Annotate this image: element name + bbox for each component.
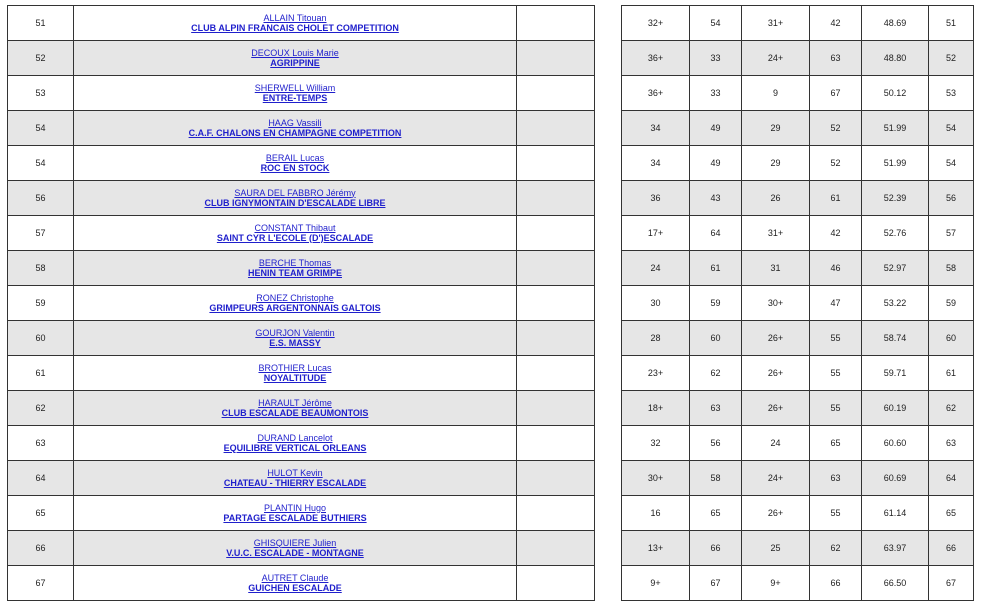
score-cell: 60.69 bbox=[862, 461, 929, 496]
route-1-rank-cell: 33 bbox=[690, 41, 742, 76]
club-name-link[interactable]: NOYALTITUDE bbox=[263, 372, 327, 383]
route-2-rank-cell: 42 bbox=[810, 216, 862, 251]
final-rank-cell: 62 bbox=[929, 391, 974, 426]
empty-cell bbox=[517, 286, 595, 321]
route-1-result-cell: 18+ bbox=[622, 391, 690, 426]
athlete-name-link[interactable]: GHISQUIERE Julien bbox=[253, 537, 337, 548]
table-row bbox=[8, 216, 595, 251]
athlete-name-link[interactable]: SHERWELL William bbox=[254, 82, 336, 93]
final-rank-cell: 59 bbox=[929, 286, 974, 321]
rank-cell: 65 bbox=[8, 496, 74, 531]
route-2-result-cell: 29 bbox=[742, 111, 810, 146]
table-row bbox=[622, 76, 974, 111]
rank-cell: 54 bbox=[8, 111, 74, 146]
athlete-name-link[interactable]: DURAND Lancelot bbox=[257, 432, 333, 443]
route-1-rank-cell: 64 bbox=[690, 216, 742, 251]
athlete-cell bbox=[74, 181, 517, 216]
athlete-cell bbox=[74, 6, 517, 41]
route-2-rank-cell: 66 bbox=[810, 566, 862, 601]
athlete-name-link[interactable]: BERAIL Lucas bbox=[265, 152, 325, 163]
final-rank-cell: 67 bbox=[929, 566, 974, 601]
table-row bbox=[8, 531, 595, 566]
score-cell: 48.69 bbox=[862, 6, 929, 41]
empty-cell bbox=[517, 321, 595, 356]
route-1-result-cell: 9+ bbox=[622, 566, 690, 601]
empty-cell bbox=[517, 216, 595, 251]
route-1-rank-cell: 49 bbox=[690, 111, 742, 146]
final-rank-cell: 65 bbox=[929, 496, 974, 531]
athlete-name-link[interactable]: RONEZ Christophe bbox=[256, 292, 334, 303]
club-name-link[interactable]: ENTRE-TEMPS bbox=[262, 92, 328, 103]
empty-cell bbox=[517, 146, 595, 181]
table-row bbox=[8, 181, 595, 216]
route-2-rank-cell: 67 bbox=[810, 76, 862, 111]
route-1-rank-cell: 62 bbox=[690, 356, 742, 391]
table-row bbox=[622, 496, 974, 531]
results-table-scores-body bbox=[622, 6, 974, 601]
rank-cell: 52 bbox=[8, 41, 74, 76]
route-1-result-cell: 32+ bbox=[622, 6, 690, 41]
table-row bbox=[622, 531, 974, 566]
athlete-name-link[interactable]: PLANTIN Hugo bbox=[263, 502, 327, 513]
route-2-result-cell: 31 bbox=[742, 251, 810, 286]
final-rank-cell: 58 bbox=[929, 251, 974, 286]
club-name-link[interactable]: E.S. MASSY bbox=[269, 337, 321, 348]
rank-cell: 61 bbox=[8, 356, 74, 391]
rank-cell: 58 bbox=[8, 251, 74, 286]
route-2-result-cell: 9+ bbox=[742, 566, 810, 601]
table-row bbox=[8, 251, 595, 286]
athlete-cell bbox=[74, 391, 517, 426]
athlete-name-link[interactable]: HAAG Vassili bbox=[268, 117, 322, 128]
club-name-link[interactable]: SAINT CYR L'ECOLE (D')ESCALADE bbox=[216, 232, 374, 243]
table-row bbox=[622, 41, 974, 76]
route-2-rank-cell: 61 bbox=[810, 181, 862, 216]
route-2-rank-cell: 52 bbox=[810, 146, 862, 181]
athlete-name-link[interactable]: HARAULT Jérôme bbox=[258, 397, 332, 408]
route-1-result-cell: 24 bbox=[622, 251, 690, 286]
athlete-name-link[interactable]: BERCHE Thomas bbox=[258, 257, 332, 268]
route-1-result-cell: 30 bbox=[622, 286, 690, 321]
athlete-cell bbox=[74, 321, 517, 356]
route-2-result-cell: 25 bbox=[742, 531, 810, 566]
table-row bbox=[8, 146, 595, 181]
empty-cell bbox=[517, 76, 595, 111]
route-2-rank-cell: 63 bbox=[810, 41, 862, 76]
route-1-result-cell: 30+ bbox=[622, 461, 690, 496]
route-2-result-cell: 24+ bbox=[742, 461, 810, 496]
route-2-result-cell: 30+ bbox=[742, 286, 810, 321]
table-row bbox=[622, 461, 974, 496]
table-row bbox=[8, 111, 595, 146]
table-row bbox=[8, 426, 595, 461]
final-rank-cell: 64 bbox=[929, 461, 974, 496]
route-1-result-cell: 16 bbox=[622, 496, 690, 531]
athlete-cell bbox=[74, 251, 517, 286]
club-name-link[interactable]: CHATEAU - THIERRY ESCALADE bbox=[223, 477, 367, 488]
route-2-rank-cell: 55 bbox=[810, 321, 862, 356]
empty-cell bbox=[517, 181, 595, 216]
route-2-rank-cell: 63 bbox=[810, 461, 862, 496]
route-1-result-cell: 34 bbox=[622, 111, 690, 146]
rank-cell: 54 bbox=[8, 146, 74, 181]
route-2-rank-cell: 42 bbox=[810, 6, 862, 41]
score-cell: 58.74 bbox=[862, 321, 929, 356]
rank-cell: 63 bbox=[8, 426, 74, 461]
athlete-cell bbox=[74, 356, 517, 391]
score-cell: 52.97 bbox=[862, 251, 929, 286]
final-rank-cell: 60 bbox=[929, 321, 974, 356]
final-rank-cell: 56 bbox=[929, 181, 974, 216]
club-name-link[interactable]: PARTAGE ESCALADE BUTHIERS bbox=[223, 512, 367, 523]
athlete-name-link[interactable]: HULOT Kevin bbox=[267, 467, 323, 478]
score-cell: 48.80 bbox=[862, 41, 929, 76]
score-cell: 63.97 bbox=[862, 531, 929, 566]
table-row bbox=[8, 566, 595, 601]
route-2-result-cell: 31+ bbox=[742, 6, 810, 41]
table-row bbox=[8, 286, 595, 321]
route-2-result-cell: 26+ bbox=[742, 496, 810, 531]
club-name-link[interactable]: EQUILIBRE VERTICAL ORLEANS bbox=[223, 442, 367, 453]
route-1-result-cell: 23+ bbox=[622, 356, 690, 391]
final-rank-cell: 51 bbox=[929, 6, 974, 41]
club-name-link[interactable]: HENIN TEAM GRIMPE bbox=[247, 267, 342, 278]
route-1-rank-cell: 65 bbox=[690, 496, 742, 531]
score-cell: 66.50 bbox=[862, 566, 929, 601]
table-row bbox=[8, 41, 595, 76]
route-2-rank-cell: 55 bbox=[810, 356, 862, 391]
rank-cell: 66 bbox=[8, 531, 74, 566]
table-row bbox=[8, 461, 595, 496]
table-row bbox=[8, 496, 595, 531]
table-row bbox=[622, 6, 974, 41]
final-rank-cell: 63 bbox=[929, 426, 974, 461]
final-rank-cell: 57 bbox=[929, 216, 974, 251]
table-row bbox=[622, 391, 974, 426]
route-2-rank-cell: 62 bbox=[810, 531, 862, 566]
empty-cell bbox=[517, 41, 595, 76]
score-cell: 52.76 bbox=[862, 216, 929, 251]
athlete-name-link[interactable]: SAURA DEL FABBRO Jérémy bbox=[234, 187, 356, 198]
empty-cell bbox=[517, 356, 595, 391]
empty-cell bbox=[517, 531, 595, 566]
route-1-rank-cell: 59 bbox=[690, 286, 742, 321]
table-row bbox=[622, 181, 974, 216]
table-row bbox=[622, 321, 974, 356]
route-1-result-cell: 36+ bbox=[622, 41, 690, 76]
club-name-link[interactable]: C.A.F. CHALONS EN CHAMPAGNE COMPETITION bbox=[188, 127, 402, 138]
table-row bbox=[8, 321, 595, 356]
empty-cell bbox=[517, 426, 595, 461]
route-2-result-cell: 31+ bbox=[742, 216, 810, 251]
empty-cell bbox=[517, 251, 595, 286]
athlete-cell bbox=[74, 146, 517, 181]
rank-cell: 57 bbox=[8, 216, 74, 251]
route-1-result-cell: 36 bbox=[622, 181, 690, 216]
athlete-cell bbox=[74, 531, 517, 566]
club-name-link[interactable]: GUICHEN ESCALADE bbox=[248, 582, 342, 593]
rank-cell: 67 bbox=[8, 566, 74, 601]
table-row bbox=[622, 146, 974, 181]
empty-cell bbox=[517, 461, 595, 496]
route-2-rank-cell: 52 bbox=[810, 111, 862, 146]
route-1-rank-cell: 66 bbox=[690, 531, 742, 566]
athlete-cell bbox=[74, 41, 517, 76]
route-1-rank-cell: 58 bbox=[690, 461, 742, 496]
table-row bbox=[622, 111, 974, 146]
club-name-link[interactable]: V.U.C. ESCALADE - MONTAGNE bbox=[226, 547, 364, 558]
athlete-name-link[interactable]: DECOUX Louis Marie bbox=[251, 47, 339, 58]
athlete-cell bbox=[74, 496, 517, 531]
rank-cell: 62 bbox=[8, 391, 74, 426]
table-row bbox=[622, 286, 974, 321]
table-row bbox=[8, 6, 595, 41]
club-name-link[interactable]: ROC EN STOCK bbox=[260, 162, 330, 173]
route-1-rank-cell: 60 bbox=[690, 321, 742, 356]
rank-cell: 60 bbox=[8, 321, 74, 356]
rank-cell: 59 bbox=[8, 286, 74, 321]
rank-cell: 56 bbox=[8, 181, 74, 216]
route-2-result-cell: 24 bbox=[742, 426, 810, 461]
route-2-result-cell: 29 bbox=[742, 146, 810, 181]
athlete-cell bbox=[74, 216, 517, 251]
results-table-athletes bbox=[7, 5, 595, 601]
results-table-athletes-body bbox=[8, 6, 595, 601]
score-cell: 52.39 bbox=[862, 181, 929, 216]
route-2-result-cell: 26+ bbox=[742, 356, 810, 391]
route-2-rank-cell: 55 bbox=[810, 391, 862, 426]
route-2-result-cell: 26 bbox=[742, 181, 810, 216]
route-2-result-cell: 9 bbox=[742, 76, 810, 111]
final-rank-cell: 54 bbox=[929, 146, 974, 181]
score-cell: 60.60 bbox=[862, 426, 929, 461]
route-1-rank-cell: 63 bbox=[690, 391, 742, 426]
athlete-name-link[interactable]: ALLAIN Titouan bbox=[263, 12, 327, 23]
athlete-cell bbox=[74, 566, 517, 601]
route-1-rank-cell: 56 bbox=[690, 426, 742, 461]
empty-cell bbox=[517, 566, 595, 601]
score-cell: 59.71 bbox=[862, 356, 929, 391]
route-2-result-cell: 26+ bbox=[742, 321, 810, 356]
final-rank-cell: 52 bbox=[929, 41, 974, 76]
score-cell: 53.22 bbox=[862, 286, 929, 321]
final-rank-cell: 61 bbox=[929, 356, 974, 391]
route-1-result-cell: 28 bbox=[622, 321, 690, 356]
route-1-result-cell: 36+ bbox=[622, 76, 690, 111]
route-2-result-cell: 24+ bbox=[742, 41, 810, 76]
score-cell: 50.12 bbox=[862, 76, 929, 111]
table-row bbox=[622, 356, 974, 391]
route-2-result-cell: 26+ bbox=[742, 391, 810, 426]
club-name-link[interactable]: CLUB ALPIN FRANCAIS CHOLET COMPETITION bbox=[191, 22, 399, 33]
route-1-result-cell: 34 bbox=[622, 146, 690, 181]
table-row bbox=[8, 76, 595, 111]
table-row bbox=[622, 251, 974, 286]
route-2-rank-cell: 55 bbox=[810, 496, 862, 531]
score-cell: 61.14 bbox=[862, 496, 929, 531]
results-table-scores bbox=[621, 5, 974, 601]
route-1-rank-cell: 43 bbox=[690, 181, 742, 216]
score-cell: 51.99 bbox=[862, 146, 929, 181]
final-rank-cell: 66 bbox=[929, 531, 974, 566]
empty-cell bbox=[517, 6, 595, 41]
table-row bbox=[622, 566, 974, 601]
final-rank-cell: 54 bbox=[929, 111, 974, 146]
club-name-link[interactable]: AGRIPPINE bbox=[270, 57, 320, 68]
final-rank-cell: 53 bbox=[929, 76, 974, 111]
route-1-rank-cell: 61 bbox=[690, 251, 742, 286]
route-2-rank-cell: 65 bbox=[810, 426, 862, 461]
score-cell: 60.19 bbox=[862, 391, 929, 426]
table-row bbox=[622, 216, 974, 251]
athlete-cell bbox=[74, 111, 517, 146]
route-1-rank-cell: 67 bbox=[690, 566, 742, 601]
route-1-result-cell: 17+ bbox=[622, 216, 690, 251]
empty-cell bbox=[517, 111, 595, 146]
route-1-rank-cell: 54 bbox=[690, 6, 742, 41]
route-1-result-cell: 13+ bbox=[622, 531, 690, 566]
route-2-rank-cell: 46 bbox=[810, 251, 862, 286]
route-1-result-cell: 32 bbox=[622, 426, 690, 461]
rank-cell: 53 bbox=[8, 76, 74, 111]
athlete-name-link[interactable]: AUTRET Claude bbox=[261, 572, 329, 583]
athlete-name-link[interactable]: GOURJON Valentin bbox=[255, 327, 335, 338]
athlete-name-link[interactable]: CONSTANT Thibaut bbox=[254, 222, 336, 233]
athlete-cell bbox=[74, 461, 517, 496]
athlete-cell bbox=[74, 76, 517, 111]
route-2-rank-cell: 47 bbox=[810, 286, 862, 321]
club-name-link[interactable]: CLUB IGNYMONTAIN D'ESCALADE LIBRE bbox=[204, 197, 386, 208]
score-cell: 51.99 bbox=[862, 111, 929, 146]
athlete-name-link[interactable]: BROTHIER Lucas bbox=[258, 362, 332, 373]
rank-cell: 51 bbox=[8, 6, 74, 41]
table-row bbox=[8, 356, 595, 391]
table-row bbox=[8, 391, 595, 426]
empty-cell bbox=[517, 391, 595, 426]
table-row bbox=[622, 426, 974, 461]
athlete-cell bbox=[74, 426, 517, 461]
route-1-rank-cell: 49 bbox=[690, 146, 742, 181]
athlete-cell bbox=[74, 286, 517, 321]
club-name-link[interactable]: CLUB ESCALADE BEAUMONTOIS bbox=[221, 407, 369, 418]
route-1-rank-cell: 33 bbox=[690, 76, 742, 111]
rank-cell: 64 bbox=[8, 461, 74, 496]
club-name-link[interactable]: GRIMPEURS ARGENTONNAIS GALTOIS bbox=[209, 302, 381, 313]
empty-cell bbox=[517, 496, 595, 531]
